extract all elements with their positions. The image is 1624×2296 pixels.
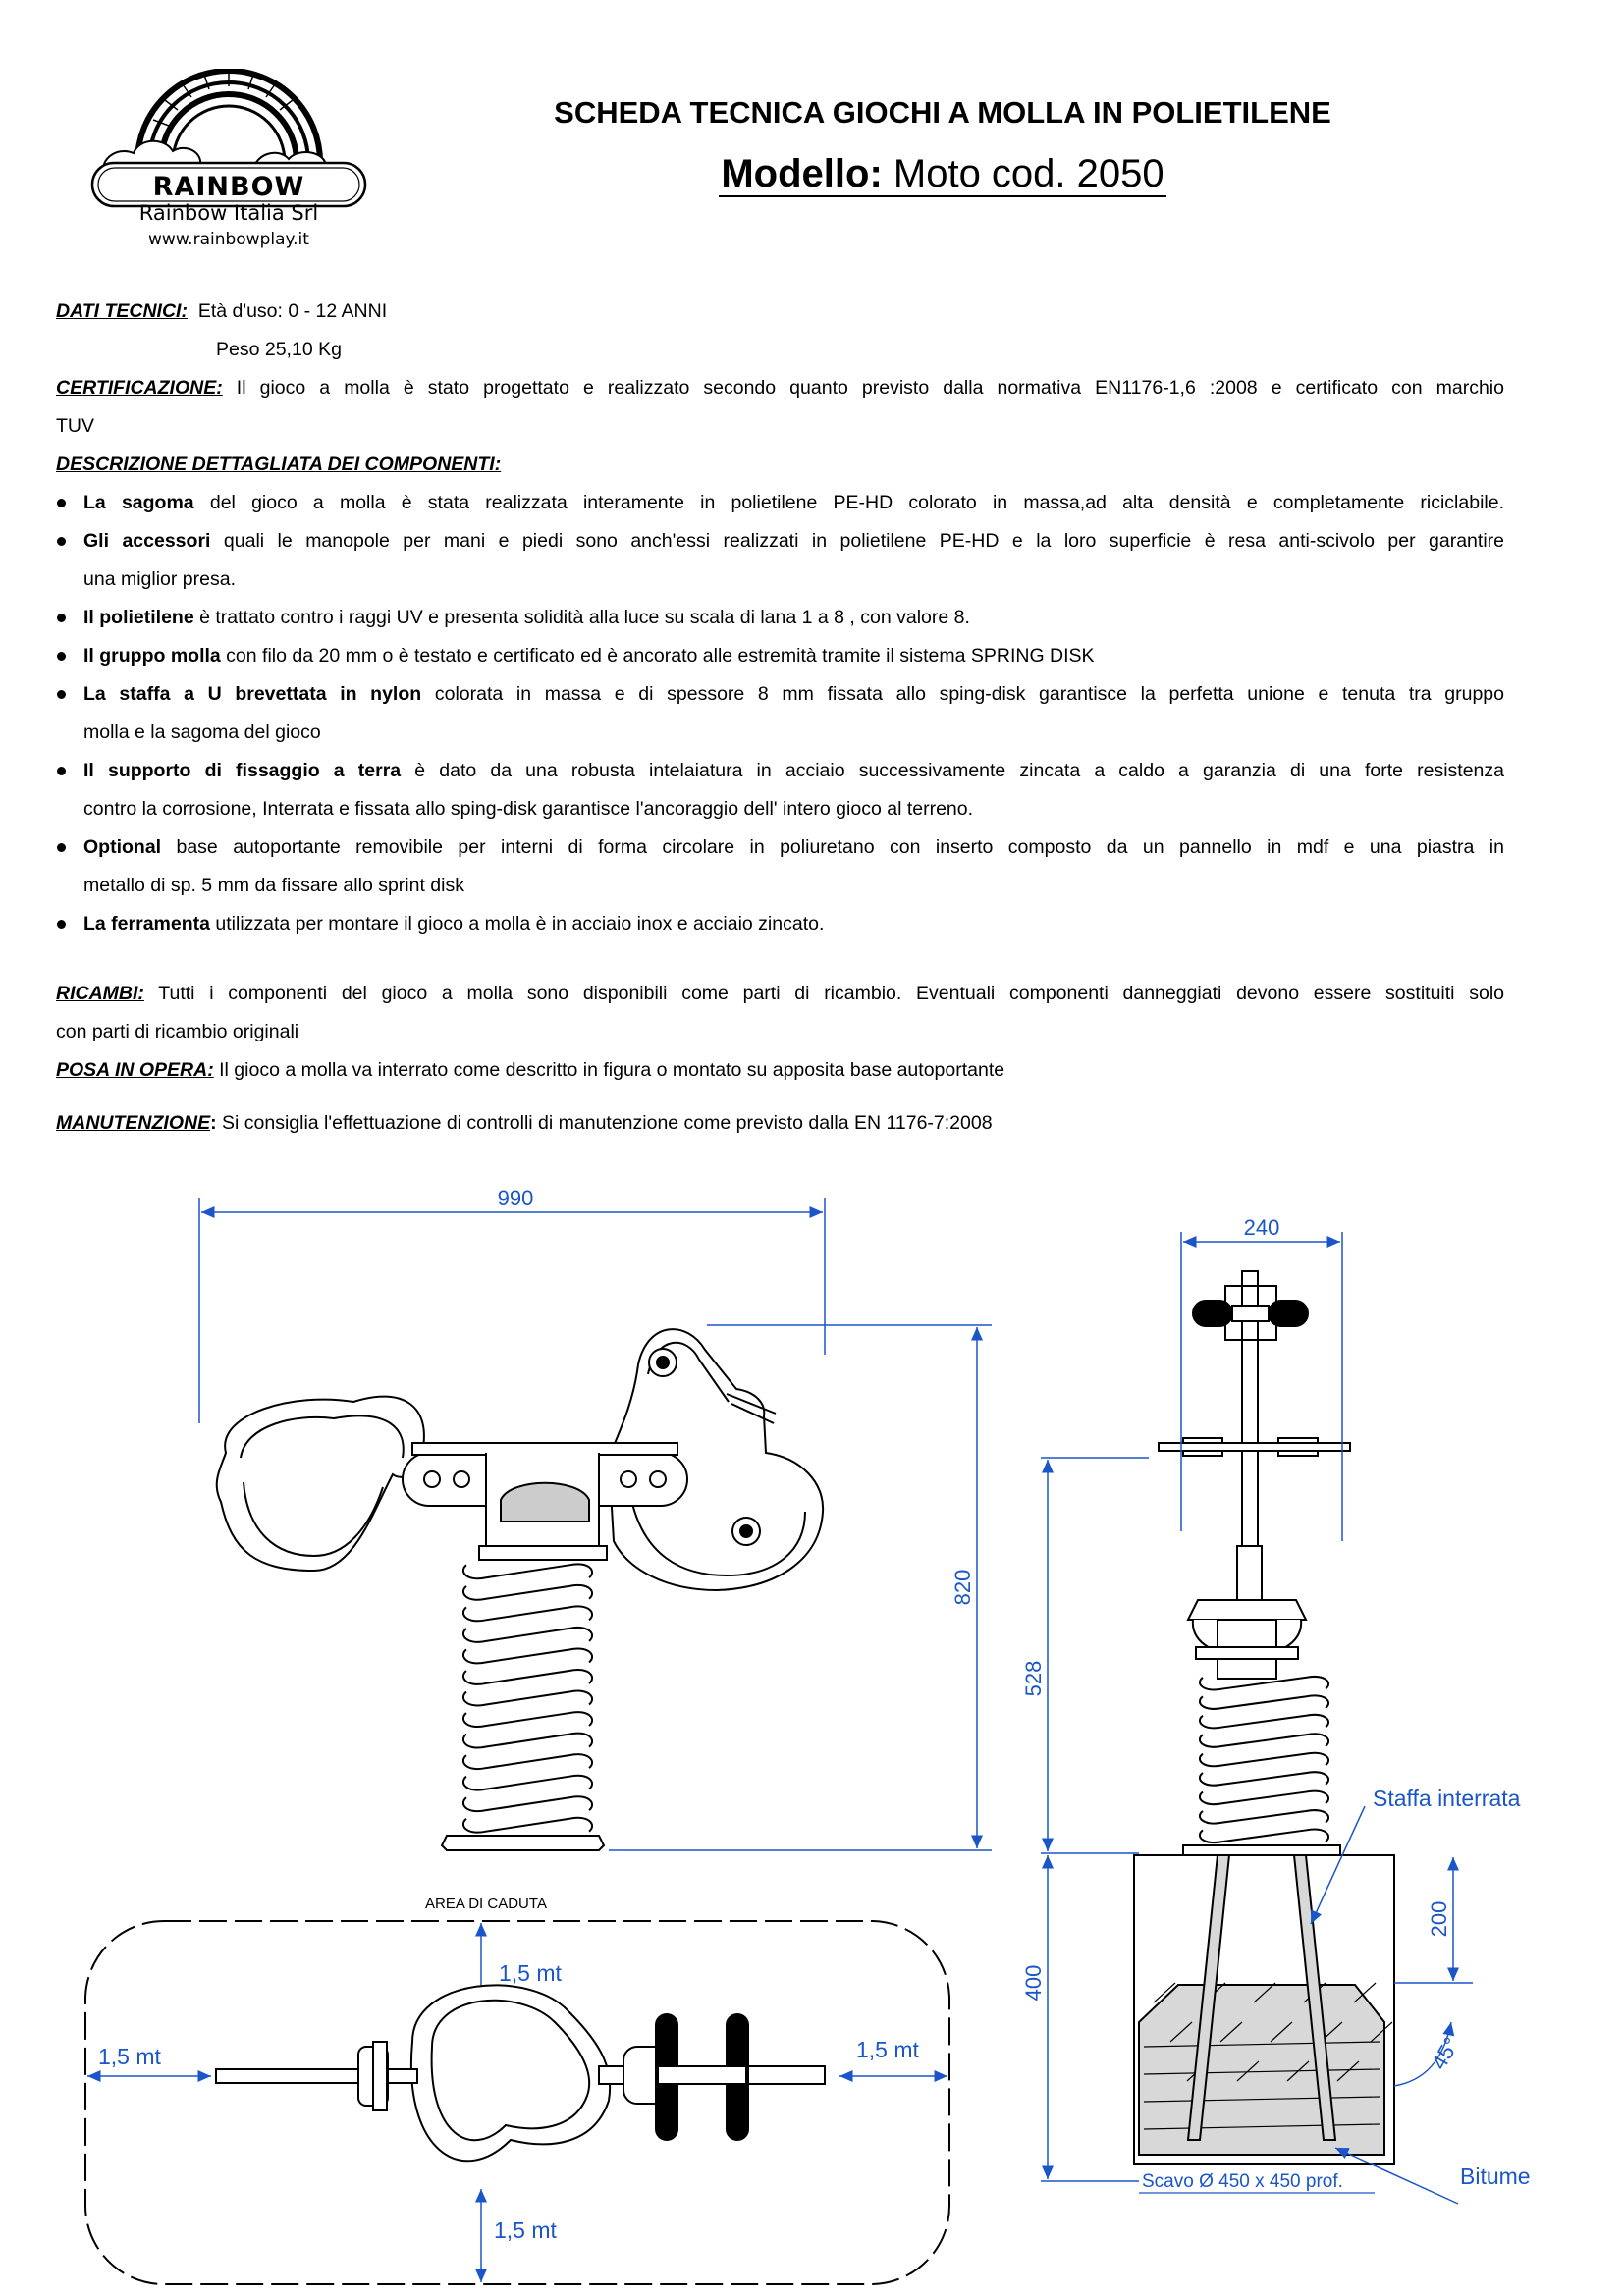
company-name: Rainbow Italia Srl [138,201,319,225]
list-item: Il polietilene è trattato contro i raggi UV e presenta solidità alla luce su scala di lana 1 a 8 , con valore 8. [83,599,1504,637]
certificazione-cont: TUV [56,415,94,437]
list-item: Optional base autoportante removibile per interni di forma circolare in poliuretano con inserto composto da un pannello in mdf e una piastra in metallo di sp. 5 mm da fissare allo sprint disk [83,828,1504,905]
certificazione-row: CERTIFICAZIONE: Il gioco a molla è stato progettato e realizzato secondo quanto previsto dalla normativa EN1176-1,6 :2008 e certificato con marchio [56,377,1504,399]
technical-drawings [0,1158,1624,2296]
clearance-right-label: 1,5 mt [856,2037,919,2062]
brand-name: RAINBOW [152,172,305,202]
clearance-top-label: 1,5 mt [499,1960,562,1986]
bitume-label: Bitume [1460,2163,1531,2189]
list-item: La staffa a U brevettata in nylon colorata in massa e di spessore 8 mm fissata allo sping-disk garantisce la perfetta unione e tenuta tra gruppo molla e la sagoma del gioco [83,675,1504,752]
dimension-width-label: 990 [497,1186,534,1210]
dimension-height-label: 820 [950,1569,975,1606]
manutenzione-label: MANUTENZIONE [56,1112,211,1134]
model-label: Modello: [721,152,883,195]
list-item: La sagoma del gioco a molla è stata realizzata interamente in polietilene PE-HD colorato in massa,ad alta densità e completamente riciclabile. [83,484,1504,522]
posa-label: POSA IN OPERA: [56,1059,214,1081]
dimension-depth-label: 240 [1243,1215,1280,1240]
side-view [1134,1271,1394,2164]
top-view [216,1985,825,2161]
dimension-bracket-depth-label: 200 [1427,1900,1451,1938]
angle-label: 45° [1426,2033,1464,2074]
clearance-bottom-label: 1,5 mt [494,2217,557,2243]
ricambi-label: RICAMBI: [56,983,144,1004]
model-title [422,152,1463,197]
website: www.rainbowplay.it [148,230,309,249]
list-item: Il gruppo molla con filo da 20 mm o è testato e certificato ed è ancorato alle estremità tramite il sistema SPRING DISK [83,637,1504,675]
front-view [217,1329,823,1850]
area-title: AREA DI CADUTA [425,1896,547,1912]
certificazione-label: CERTIFICAZIONE: [56,377,223,399]
rainbow-logo [86,69,371,255]
page-title: SCHEDA TECNICA GIOCHI A MOLLA IN POLIETILENE [554,95,1331,130]
clearance-left-label: 1,5 mt [98,2044,161,2069]
eta-uso: Età d'uso: 0 - 12 ANNI [197,300,388,322]
peso: Peso 25,10 Kg [216,339,342,360]
dimension-above-ground-label: 528 [1021,1660,1046,1697]
descrizione-label: DESCRIZIONE DETTAGLIATA DEI COMPONENTI: [56,454,502,475]
dati-tecnici-row [56,293,387,331]
spring [1200,1677,1328,1842]
manutenzione-row: MANUTENZIONE: Si consiglia l'effettuazione di controlli di manutenzione come previsto dalla EN 1176-7:2008 [56,1112,993,1134]
staffa-label: Staffa interrata [1373,1786,1521,1811]
posa-row: POSA IN OPERA: Il gioco a molla va interrato come descritto in figura o montato su apposita base autoportante [56,1059,1005,1081]
list-item: La ferramenta utilizzata per montare il gioco a molla è in acciaio inox e acciaio zincato. [83,905,1504,943]
model-value: Moto cod. 2050 [893,152,1164,195]
bitume-leader [1335,2148,1458,2204]
spring [463,1564,592,1832]
scavo-label: Scavo Ø 450 x 450 prof. [1142,2171,1343,2192]
list-item: Gli accessori quali le manopole per mani e piedi sono anch'essi realizzati in polietilene PE-HD e la loro superficie è resa anti-scivolo per garantire una miglior presa. [83,522,1504,599]
list-item: Il supporto di fissaggio a terra è dato da una robusta intelaiatura in acciaio successivamente zincata a caldo a garanzia di una forte resistenza contro la corrosione, Interrata e fissata allo sping-disk garantisce l'ancoraggio dell' intero gioco al terreno. [83,752,1504,828]
ricambi-row: RICAMBI: Tutti i componenti del gioco a molla sono disponibili come parti di ricambio. Eventuali componenti danneggiati devono essere sostituiti solo [56,983,1504,1004]
dati-tecnici-label: DATI TECNICI: [56,300,188,322]
dimension-below-ground-label: 400 [1021,1964,1046,2002]
